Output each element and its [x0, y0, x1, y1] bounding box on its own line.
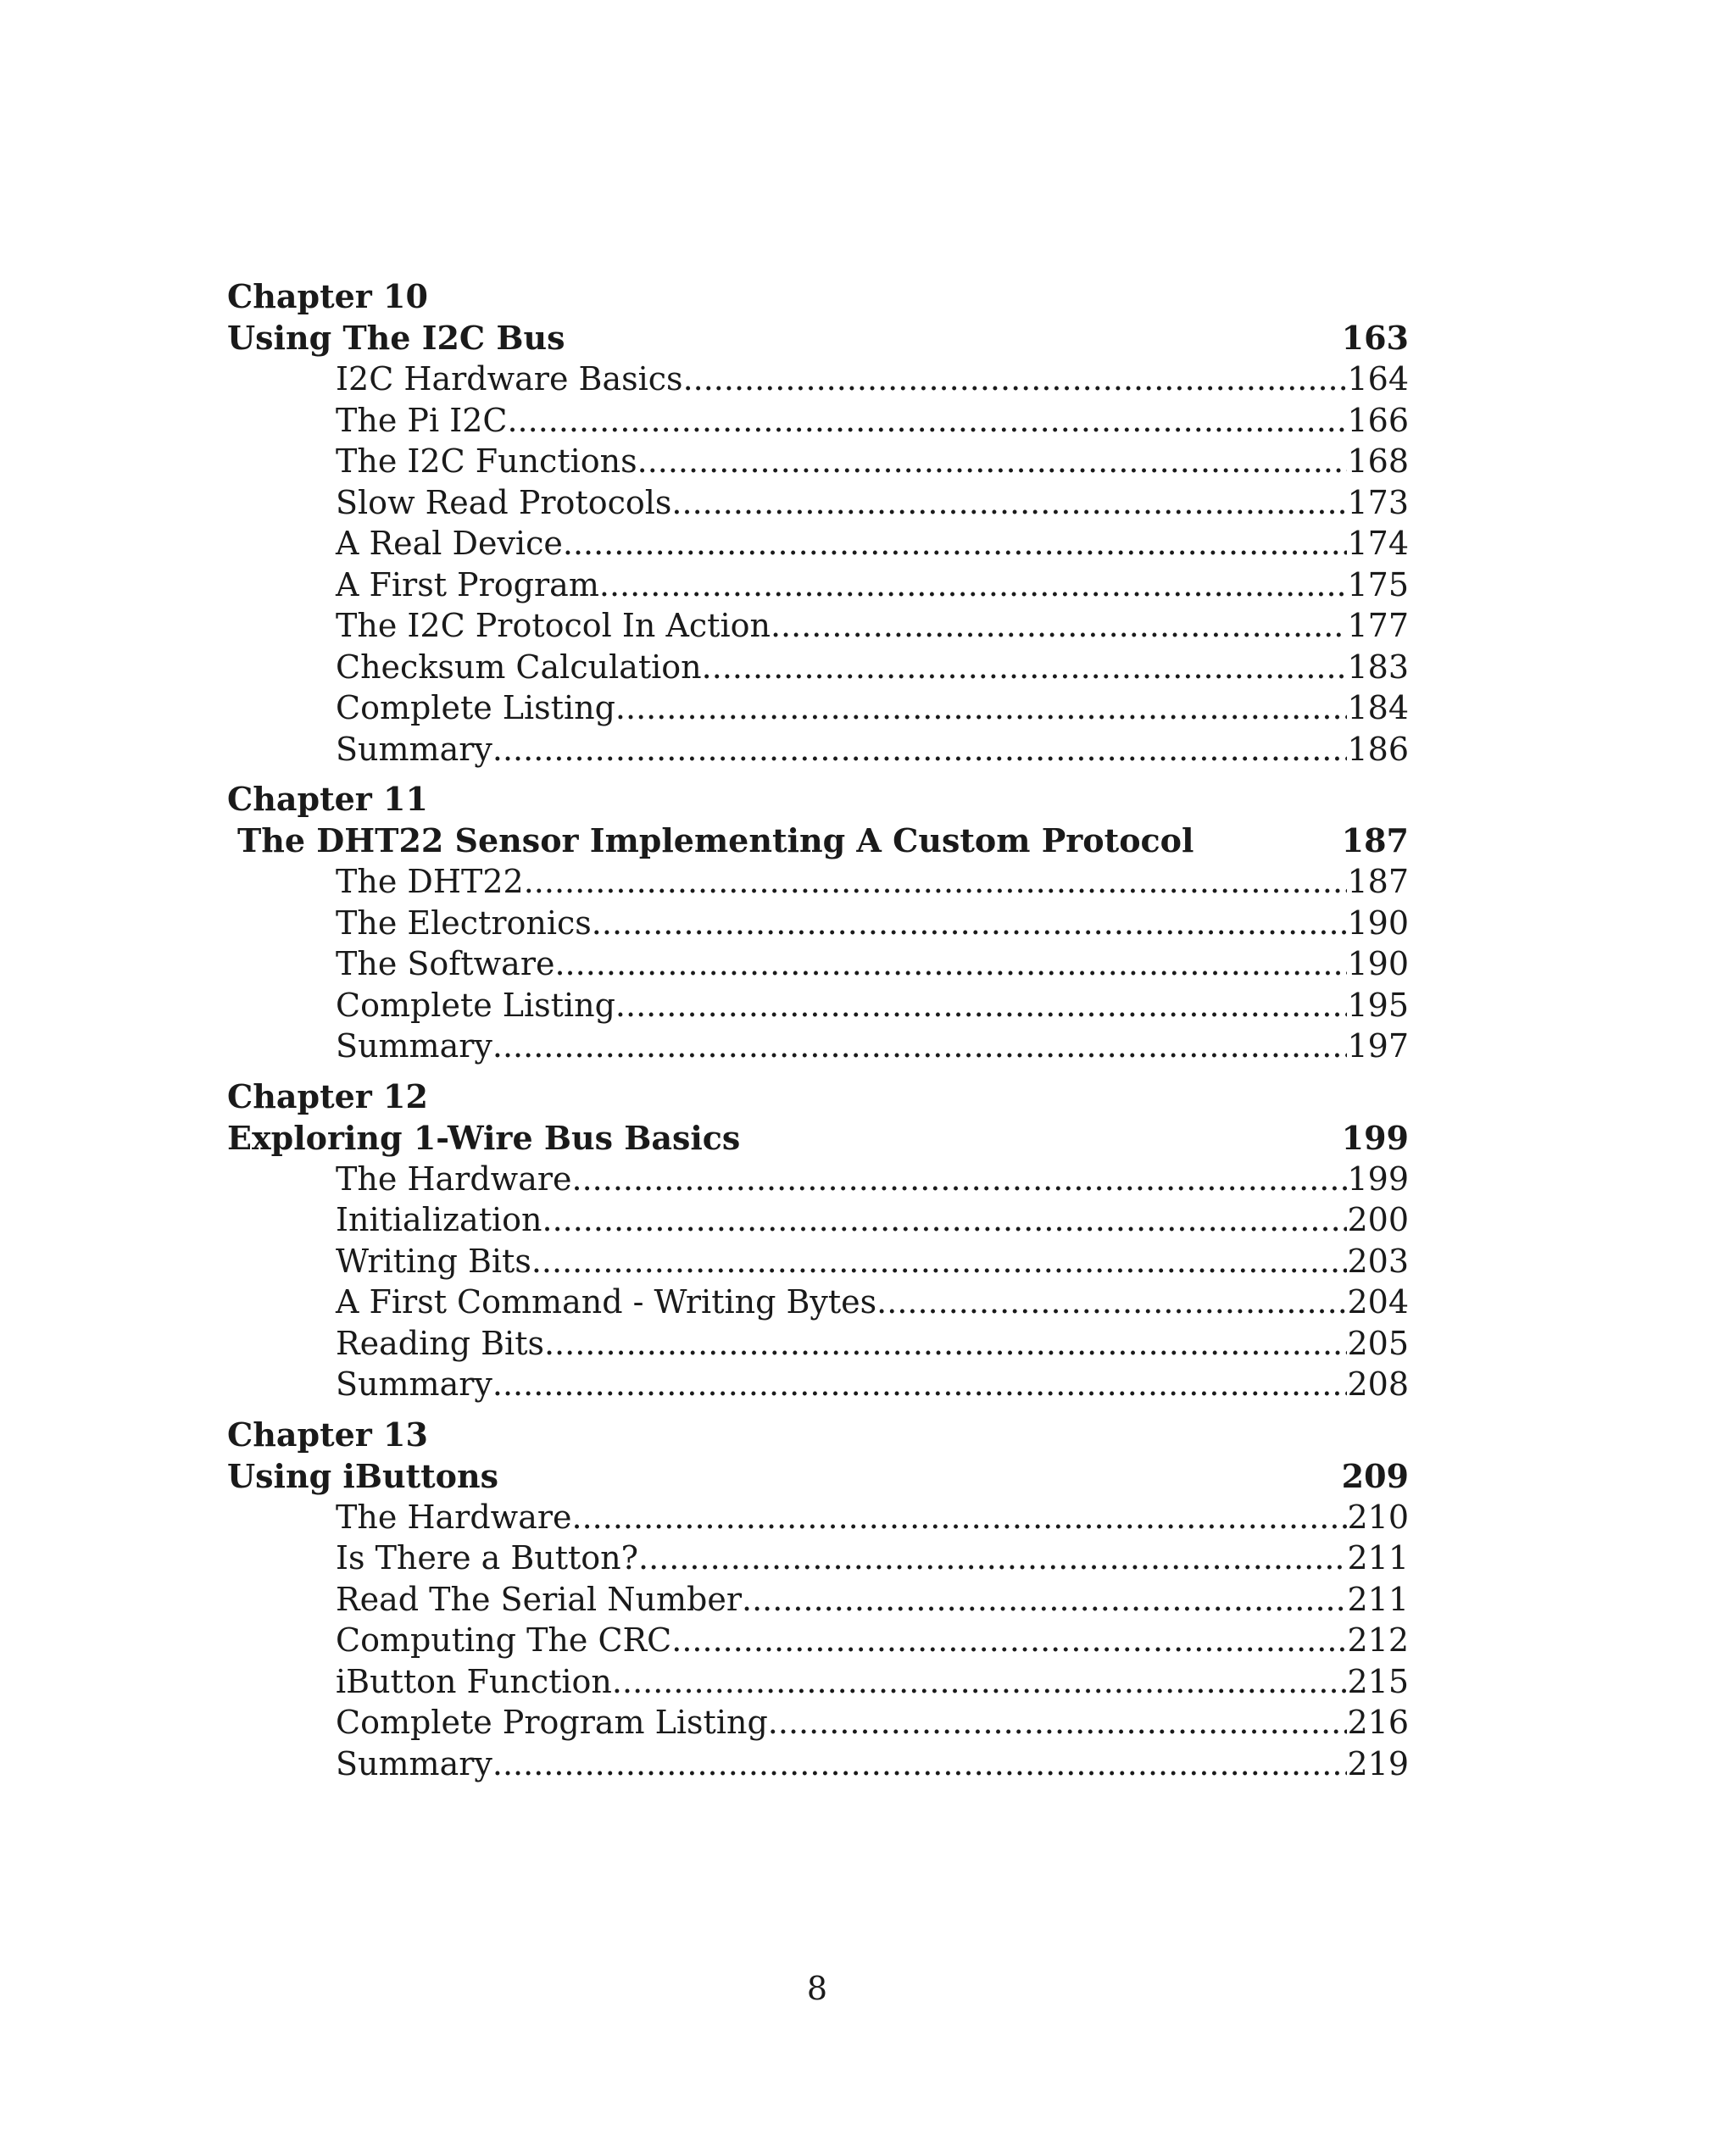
dot-leader: [638, 1538, 1347, 1579]
toc-entry: [227, 605, 1409, 647]
entry-page: 175: [1347, 565, 1409, 603]
toc-entry: [227, 564, 1409, 606]
toc-entry: [227, 985, 1409, 1026]
entry-page: 204: [1347, 1283, 1409, 1321]
entry-page: 211: [1347, 1580, 1409, 1618]
entry-title: I2C Hardware Basics: [336, 360, 683, 398]
dot-leader: [507, 400, 1347, 442]
dot-leader: [492, 1364, 1348, 1405]
chapter-title: Using iButtons: [227, 1456, 499, 1495]
dot-leader: [771, 605, 1348, 647]
toc-entry: [227, 1661, 1409, 1703]
entry-title: Summary: [336, 1027, 492, 1065]
entry-page: 216: [1347, 1704, 1409, 1741]
toc-entry: [227, 1743, 1409, 1785]
table-of-contents: [227, 275, 1409, 1784]
dot-leader: [637, 441, 1348, 482]
dot-leader: [492, 729, 1348, 770]
toc-entry: [227, 1199, 1409, 1241]
toc-entry: [227, 441, 1409, 482]
chapter-12: [227, 1076, 1409, 1405]
dot-leader: [615, 687, 1348, 729]
entry-page: 186: [1347, 730, 1409, 768]
dot-leader: [572, 1159, 1348, 1200]
toc-entry: [227, 359, 1409, 400]
toc-entry: [227, 1579, 1409, 1621]
toc-entry: [227, 861, 1409, 903]
entry-title: iButton Function: [336, 1662, 612, 1700]
entry-page: 166: [1347, 401, 1409, 439]
chapter-label: Chapter 11: [227, 780, 428, 818]
toc-entry: [227, 903, 1409, 944]
dot-leader: [572, 1497, 1348, 1538]
dot-leader: [742, 1579, 1347, 1621]
chapter-title: The DHT22 Sensor Implementing A Custom Protocol: [237, 821, 1194, 859]
entry-page: 210: [1347, 1498, 1409, 1536]
dot-leader: [768, 1702, 1348, 1743]
dot-leader: [524, 861, 1348, 903]
chapter-page: 209: [1341, 1456, 1409, 1495]
dot-leader: [592, 903, 1348, 944]
dot-leader: [671, 482, 1347, 524]
entry-title: Read The Serial Number: [336, 1580, 743, 1618]
toc-entry: [227, 1241, 1409, 1282]
toc-entry: [227, 1282, 1409, 1323]
entry-title: Summary: [336, 1365, 492, 1403]
chapter-11: [227, 778, 1409, 1067]
chapter-page: 199: [1341, 1118, 1409, 1157]
entry-page: 199: [1347, 1159, 1409, 1198]
toc-entry: [227, 1702, 1409, 1743]
chapter-label: Chapter 13: [227, 1415, 428, 1454]
entry-page: 168: [1347, 442, 1409, 480]
toc-entry: [227, 1364, 1409, 1405]
chapter-13: [227, 1414, 1409, 1785]
dot-leader: [531, 1241, 1348, 1282]
chapter-title-row: [227, 1117, 1409, 1159]
entry-page: 183: [1347, 648, 1409, 686]
entry-page: 164: [1347, 360, 1409, 398]
chapter-title-row: [227, 317, 1409, 359]
chapter-label: Chapter 12: [227, 1076, 428, 1115]
toc-entry: [227, 482, 1409, 524]
toc-entry: [227, 1538, 1409, 1579]
dot-leader: [542, 1199, 1347, 1241]
entry-page: 195: [1347, 986, 1409, 1024]
entry-title: Summary: [336, 1744, 492, 1782]
entry-title: The Software: [336, 945, 555, 982]
entry-page: 187: [1347, 863, 1409, 900]
chapter-page: 187: [1341, 821, 1409, 859]
toc-entry: [227, 1497, 1409, 1538]
chapter-title: Exploring 1-Wire Bus Basics: [227, 1118, 741, 1157]
entry-title: Computing The CRC: [336, 1621, 672, 1659]
chapter-title-row: [227, 1455, 1409, 1497]
entry-title: Writing Bits: [336, 1242, 531, 1280]
dot-leader: [612, 1661, 1348, 1703]
entry-page: 190: [1347, 945, 1409, 982]
entry-page: 197: [1347, 1027, 1409, 1065]
page-number: 8: [806, 1970, 828, 2007]
entry-title: Complete Listing: [336, 689, 615, 726]
entry-title: A First Command - Writing Bytes: [336, 1283, 877, 1321]
entry-page: 205: [1347, 1324, 1409, 1362]
dot-leader: [492, 1026, 1348, 1067]
entry-title: Slow Read Protocols: [336, 483, 672, 521]
entry-page: 177: [1347, 607, 1409, 644]
toc-entry: [227, 729, 1409, 770]
dot-leader: [492, 1743, 1348, 1785]
entry-title: Checksum Calculation: [336, 648, 702, 686]
entry-title: The Electronics: [336, 904, 592, 942]
entry-page: 200: [1347, 1201, 1409, 1238]
toc-entry: [227, 1026, 1409, 1067]
toc-entry: [227, 1323, 1409, 1365]
toc-entry: [227, 687, 1409, 729]
dot-leader: [615, 985, 1348, 1026]
entry-page: 215: [1347, 1662, 1409, 1700]
toc-entry: [227, 523, 1409, 564]
entry-page: 174: [1347, 525, 1409, 562]
entry-page: 212: [1347, 1621, 1409, 1659]
dot-leader: [563, 523, 1348, 564]
dot-leader: [702, 647, 1348, 688]
entry-title: The Hardware: [336, 1498, 572, 1536]
toc-entry: [227, 1620, 1409, 1661]
dot-leader: [544, 1323, 1348, 1365]
chapter-title-row: [227, 820, 1409, 861]
entry-page: 219: [1347, 1744, 1409, 1782]
dot-leader: [876, 1282, 1347, 1323]
dot-leader: [554, 943, 1347, 985]
entry-title: The Hardware: [336, 1159, 572, 1198]
entry-title: The I2C Protocol In Action: [336, 607, 771, 644]
entry-page: 173: [1347, 483, 1409, 521]
entry-title: Summary: [336, 730, 492, 768]
entry-title: Complete Listing: [336, 986, 615, 1024]
dot-leader: [683, 359, 1348, 400]
chapter-label: Chapter 10: [227, 277, 428, 315]
entry-page: 184: [1347, 689, 1409, 726]
chapter-10: [227, 275, 1409, 770]
dot-leader: [671, 1620, 1347, 1661]
entry-title: Reading Bits: [336, 1324, 544, 1362]
entry-title: Initialization: [336, 1201, 542, 1238]
entry-page: 190: [1347, 904, 1409, 942]
entry-page: 208: [1347, 1365, 1409, 1403]
dot-leader: [599, 564, 1348, 606]
entry-title: The Pi I2C: [336, 401, 508, 439]
toc-entry: [227, 1159, 1409, 1200]
entry-title: The DHT22: [336, 863, 524, 900]
toc-entry: [227, 943, 1409, 985]
entry-page: 211: [1347, 1539, 1409, 1577]
toc-entry: [227, 400, 1409, 442]
entry-title: A First Program: [336, 565, 599, 603]
entry-title: The I2C Functions: [336, 442, 637, 480]
entry-title: A Real Device: [336, 525, 563, 562]
chapter-page: 163: [1341, 319, 1409, 357]
chapter-title: Using The I2C Bus: [227, 319, 565, 357]
entry-title: Is There a Button?: [336, 1539, 639, 1577]
toc-entry: [227, 647, 1409, 688]
entry-title: Complete Program Listing: [336, 1704, 768, 1741]
entry-page: 203: [1347, 1242, 1409, 1280]
